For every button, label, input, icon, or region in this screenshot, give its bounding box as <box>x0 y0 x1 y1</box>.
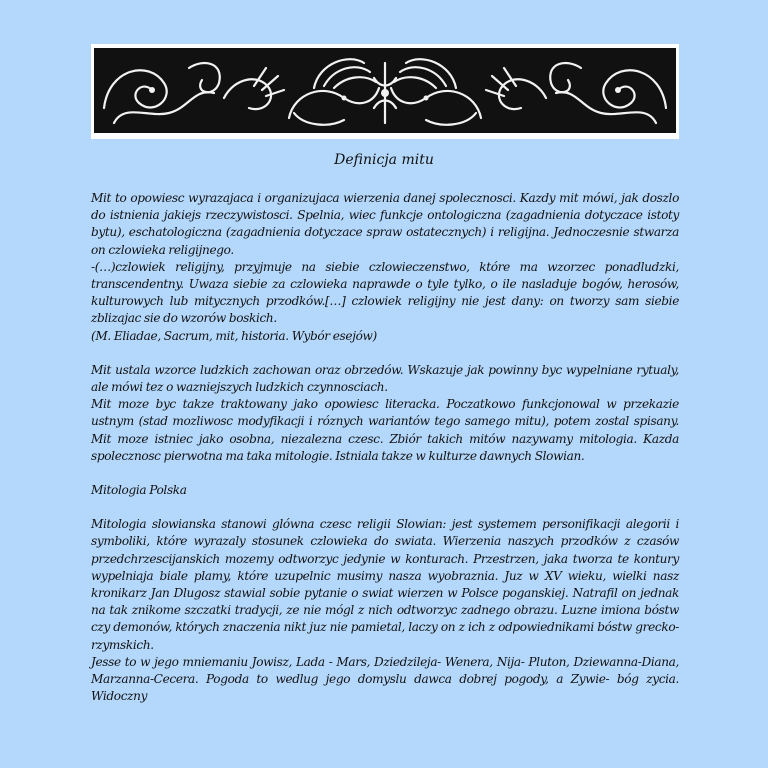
spacer <box>91 499 679 516</box>
citation: (M. Eliadae, Sacrum, mit, historia. Wybór esejów) <box>91 328 377 343</box>
paragraph: Mitologia slowianska stanowi glówna czesc religii Slowian: jest systemem personifikacji alegorii i symboliki, które wyrazaly stosunek czlowieka do swiata. Wierzenia naszych przodków z czasów przedchrzescijanskich mozemy odtworzyc jedynie w konturach. Przestrzen, jaka tworza te kontury wypelniaja biale plamy, które uzupelnic musimy nasza wyobraznia. Juz w XV wieku, wielki nasz kronikarz Jan Dlugosz stawial sobie pytanie o swiat wierzen w Polsce poganskiej. Natrafil on jednak na tak znikome szczatki tradycji, ze nie mógl z nich odtworzyc zadnego obrazu. Luzne imiona bóstw czy demonów, których znaczenia nikt juz nie pamietal, laczy on z ich z odpowiednikami bóstw grecko-rzymskich. <box>91 517 679 652</box>
ornamental-header-banner <box>91 44 679 139</box>
paragraph: Jesse to w jego mniemaniu Jowisz, Lada - Mars, Dziedzileja- Wenera, Nija- Pluton, Dziewanna-Diana, Marzanna-Cecera. Pogoda to wedlug jego domyslu dawca dobrej pogody, a Zywie- bóg zycia. Widoczny <box>91 654 679 704</box>
spacer <box>91 345 679 362</box>
paragraph: -(…)czlowiek religijny, przyjmuje na siebie czlowieczenstwo, które ma wzorzec ponadludzki, transcendentny. Uwaza siebie za czlowieka naprawde o tyle tylko, o ile nasladuje bogów, herosów, kulturowych lub mitycznych przodków.[…] czlowiek religijny nie jest dany: on tworzy sam siebie zblizajac sie do wzorów boskich. <box>91 259 679 326</box>
page-title: Definicja mitu <box>334 152 434 168</box>
article-body <box>91 190 679 705</box>
paragraph: Mit ustala wzorce ludzkich zachowan oraz obrzedów. Wskazuje jak powinny byc wypelniane rytualy, ale mówi tez o wazniejszych ludzkich czynnosciach. <box>91 362 679 395</box>
section-heading: Mitologia Polska <box>91 483 187 498</box>
dragons-ornament-image <box>94 48 676 133</box>
paragraph: Mit moze byc takze traktowany jako opowiesc literacka. Poczatkowo funkcjonowal w przekazie ustnym (stad mozliwosc modyfikacji i róznych wariantów tego samego mitu), potem zostal spisany. Mit moze istniec jako osobna, niezalezna czesc. Zbiór takich mitów nazywamy mitologia. Kazda spolecznosc pierwotna ma taka mitologie. Istniala takze w kulturze dawnych Slowian. <box>91 397 679 463</box>
spacer <box>91 465 679 482</box>
paragraph: Mit to opowiesc wyrazajaca i organizujaca wierzenia danej spolecznosci. Kazdy mit mówi, jak doszlo do istnienia jakiejs rzeczywistosci. Spelnia, wiec funkcje ontologiczna (zagadnienia dotyczace istoty bytu), eschatologiczna (zagadnienia dotyczace spraw ostatecznych) i religijna. Jednoczesnie stwarza on czlowieka religijnego. <box>91 191 679 257</box>
